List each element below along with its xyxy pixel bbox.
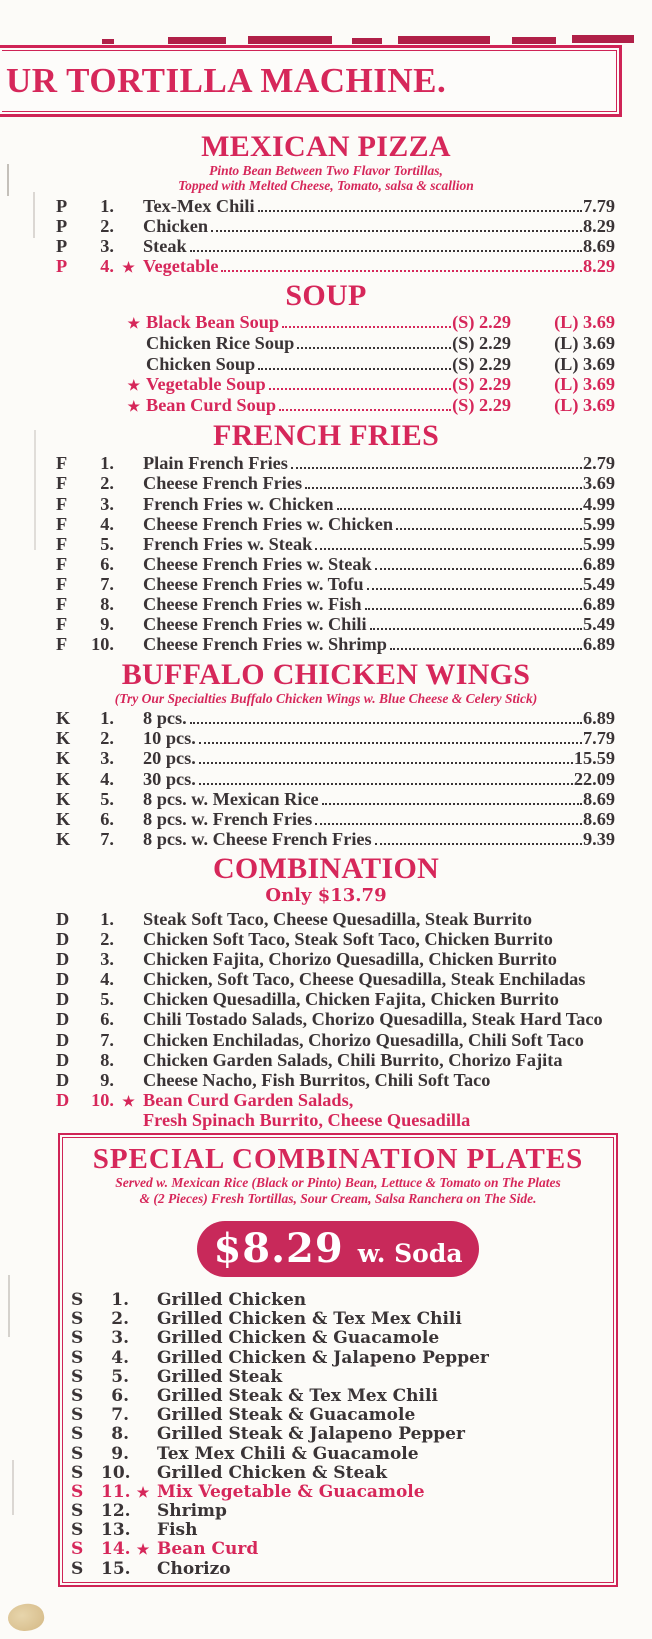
item-number: 3. (100, 949, 114, 970)
section-title: BUFFALO CHICKEN WINGS (121, 658, 531, 692)
banner-title: UR TORTILLA MACHINE. (6, 61, 447, 100)
menu-item-row (0, 256, 652, 276)
item-number: 1. (111, 1290, 129, 1310)
item-code: D (56, 1009, 70, 1030)
dotted-leader (258, 210, 582, 212)
menu-item-row (63, 1463, 613, 1482)
menu-item-row (0, 769, 652, 789)
menu-item-row (0, 236, 652, 256)
item-code: D (56, 1069, 70, 1090)
star-icon: ★ (127, 379, 140, 395)
item-number: 6. (100, 1009, 114, 1030)
item-number: 8. (100, 594, 114, 614)
item-name: Chorizo (157, 1558, 231, 1579)
item-name: 8 pcs. w. Mexican Rice (143, 788, 319, 809)
item-code: S (71, 1405, 84, 1426)
item-code: F (56, 533, 68, 554)
item-name: 8 pcs. w. French Fries (143, 808, 313, 829)
item-name: Chicken Soft Taco, Steak Soft Taco, Chicken Burrito (143, 929, 553, 950)
menu-item-row (63, 1328, 613, 1347)
item-number: 9. (100, 614, 114, 635)
item-number: 3. (111, 1328, 129, 1349)
item-code: D (56, 1089, 70, 1110)
dotted-leader (305, 487, 582, 489)
item-name: Chicken Fajita, Chorizo Quesadilla, Chicken Burrito (143, 949, 557, 970)
item-price-large: (L) 3.69 (554, 332, 615, 353)
tortilla-machine-banner (0, 45, 622, 117)
item-price: 7.79 (583, 728, 615, 749)
menu-item-row (0, 728, 652, 748)
section-item-list (0, 312, 652, 415)
item-code: P (56, 216, 68, 237)
menu-item-row (0, 614, 652, 634)
dotted-leader (365, 608, 583, 610)
item-code: S (71, 1290, 84, 1310)
item-number: 5. (100, 989, 114, 1010)
item-name: Steak Soft Taco, Cheese Quesadilla, Steak Burrito (143, 908, 533, 929)
section-subtitle-line2: Topped with Melted Cheese, Tomato, salsa & scallion (178, 178, 474, 193)
item-price: 8.29 (583, 216, 615, 237)
badge-price: $8.29 (213, 1225, 344, 1272)
item-number: 5. (111, 1366, 129, 1387)
item-code: S (71, 1539, 84, 1560)
item-price: 6.89 (583, 708, 615, 729)
item-name: French Fries w. Steak (143, 533, 313, 554)
item-code: D (56, 1029, 70, 1050)
item-name: Bean Curd (157, 1539, 259, 1560)
menu-item-row (0, 1030, 652, 1050)
item-price-small: (S) 2.29 (452, 312, 511, 333)
item-name: Bean Curd Soup (146, 394, 277, 415)
menu-item-row (0, 473, 652, 493)
item-price: 7.79 (583, 196, 615, 216)
dotted-leader (258, 368, 451, 370)
dotted-leader (211, 230, 582, 232)
menu-item-row (0, 514, 652, 534)
section-item-list (0, 453, 652, 654)
item-price: 15.59 (573, 748, 615, 769)
menu-item-row (0, 1009, 652, 1029)
item-name: 30 pcs. (143, 768, 196, 789)
menu-item-row (0, 949, 652, 969)
item-number: 3. (100, 748, 114, 769)
special-inner-border (62, 1137, 614, 1583)
menu-item-row (0, 634, 652, 654)
dotted-leader (282, 326, 451, 328)
dotted-leader (375, 843, 582, 845)
item-number: 7. (100, 573, 114, 594)
menu-item-row (0, 574, 652, 594)
item-name: Grilled Chicken & Jalapeno Pepper (157, 1347, 489, 1368)
item-number: 6. (111, 1385, 129, 1406)
item-code: K (56, 708, 71, 729)
item-number: 6. (100, 553, 114, 574)
item-code: F (56, 573, 68, 594)
menu-item-row (63, 1539, 613, 1558)
item-code: F (56, 553, 68, 574)
item-name: French Fries w. Chicken (143, 493, 334, 514)
item-name: Cheese French Fries w. Chicken (143, 513, 393, 534)
section-item-list (0, 708, 652, 849)
item-name: Chicken, Soft Taco, Cheese Quesadilla, Steak Enchiladas (143, 969, 586, 990)
menu-item-row (0, 554, 652, 574)
item-name: Chicken Rice Soup (146, 332, 295, 353)
menu-item-row (0, 333, 652, 354)
item-code: K (56, 828, 71, 849)
item-price-small: (S) 2.29 (452, 353, 511, 374)
item-price: 8.29 (583, 256, 615, 277)
item-code: S (71, 1520, 84, 1541)
item-name: Cheese French Fries w. Shrimp (143, 634, 387, 655)
item-name: Grilled Chicken & Tex Mex Chili (157, 1309, 462, 1330)
item-code: D (56, 1049, 70, 1070)
menu-item-row (63, 1501, 613, 1520)
item-number: 1. (100, 708, 114, 729)
menu-item-row (0, 1070, 652, 1090)
dotted-leader (297, 347, 451, 349)
dotted-leader (315, 548, 582, 550)
special-combination-box (58, 1133, 618, 1587)
menu-item-row (0, 374, 652, 395)
item-name: Grilled Chicken & Steak (157, 1462, 388, 1483)
menu-item-row (0, 929, 652, 949)
banner-inner-border (2, 50, 617, 112)
item-code: D (56, 949, 70, 970)
item-price: 5.49 (583, 614, 615, 635)
item-code: S (71, 1462, 84, 1483)
item-number: 2. (100, 728, 114, 749)
item-code: K (56, 728, 71, 749)
item-name: Cheese French Fries w. Tofu (143, 573, 364, 594)
item-name: Grilled Steak & Guacamole (157, 1405, 416, 1426)
item-price-small: (S) 2.29 (452, 374, 511, 395)
menu-item-row (0, 196, 652, 216)
menu-item-row (0, 594, 652, 614)
menu-item-row (63, 1348, 613, 1367)
menu-item-row (0, 1090, 652, 1110)
section-pizza (0, 131, 652, 276)
special-subtitle-line1: Served w. Mexican Rice (Black or Pinto) Bean, Lettuce & Tomato on The Plates (115, 1175, 561, 1190)
badge-suffix: w. Soda (357, 1238, 463, 1268)
dotted-leader (279, 409, 451, 411)
item-number: 3. (100, 236, 114, 257)
item-price-small: (S) 2.29 (452, 332, 511, 353)
dotted-leader (190, 722, 582, 724)
dotted-leader (390, 648, 582, 650)
item-code: F (56, 513, 68, 534)
item-code: S (71, 1385, 84, 1406)
section-subtitle-line1: Pinto Bean Between Two Flavor Tortillas, (209, 163, 443, 178)
item-code: F (56, 634, 68, 655)
item-number: 4. (100, 513, 114, 534)
item-number: 11. (101, 1481, 131, 1502)
menu-item-row (63, 1424, 613, 1443)
menu-item-row (0, 534, 652, 554)
item-code: S (71, 1443, 84, 1464)
dotted-leader (199, 783, 573, 785)
dotted-leader (337, 508, 582, 510)
item-name: Fish (157, 1520, 198, 1541)
item-code: S (71, 1328, 84, 1349)
item-number: 2. (100, 929, 114, 950)
item-name: Steak (143, 236, 187, 257)
section-item-list (0, 196, 652, 276)
item-name: Cheese Nacho, Fish Burritos, Chili Soft Taco (143, 1069, 491, 1090)
star-icon: ★ (127, 317, 140, 333)
item-number: 10. (101, 1462, 131, 1483)
item-price-large: (L) 3.69 (554, 374, 615, 395)
special-subtitle-line2: & (2 Pieces) Fresh Tortillas, Sour Cream, Salsa Ranchera on The Side. (139, 1190, 537, 1206)
item-number: 9. (100, 1069, 114, 1090)
item-name: 8 pcs. w. Cheese French Fries (143, 828, 372, 849)
item-price: 8.69 (583, 808, 615, 829)
item-code: F (56, 594, 68, 614)
section-title: FRENCH FRIES (212, 419, 440, 453)
item-name: Chicken (143, 216, 209, 237)
item-name: Chicken Quesadilla, Chicken Fajita, Chicken Burrito (143, 989, 559, 1010)
item-code: S (71, 1501, 84, 1522)
item-name: 10 pcs. (143, 728, 196, 749)
dotted-leader (396, 528, 582, 530)
section-subtitle-line1: (Try Our Specialties Buffalo Chicken Wings w. Blue Cheese & Celery Stick) (114, 691, 538, 707)
menu-item-row (0, 354, 652, 375)
star-icon: ★ (136, 1484, 150, 1501)
section-title: SOUP (285, 279, 367, 313)
item-code: F (56, 473, 68, 494)
section-price-note: Only $13.79 (265, 884, 387, 906)
item-number: 8. (111, 1424, 129, 1445)
menu-item-row (0, 909, 652, 929)
item-name: Grilled Steak & Tex Mex Chili (157, 1385, 438, 1406)
item-price: 3.69 (583, 473, 615, 494)
star-icon: ★ (122, 1094, 135, 1110)
section-fries (0, 420, 652, 654)
item-code: D (56, 969, 70, 990)
star-icon: ★ (122, 261, 135, 277)
menu-item-row (63, 1386, 613, 1405)
item-number: 4. (100, 768, 114, 789)
item-price: 4.99 (583, 493, 615, 514)
item-number: 4. (100, 256, 114, 277)
item-code: K (56, 808, 71, 829)
item-number: 4. (100, 969, 114, 990)
item-name: Mix Vegetable & Guacamole (157, 1481, 425, 1502)
item-number: 7. (100, 1029, 114, 1050)
item-name: Grilled Chicken & Guacamole (157, 1328, 440, 1349)
menu-item-row (0, 708, 652, 728)
item-code: S (71, 1558, 84, 1579)
item-price: 9.39 (583, 828, 615, 849)
item-name: Bean Curd Garden Salads, (143, 1089, 354, 1110)
star-icon: ★ (136, 1542, 150, 1559)
item-number: 14. (101, 1539, 131, 1560)
item-code: F (56, 493, 68, 514)
item-name: Grilled Steak (157, 1366, 283, 1387)
special-item-list (63, 1290, 613, 1578)
dotted-leader (190, 250, 582, 252)
item-number: 8. (100, 1049, 114, 1070)
item-code: K (56, 768, 71, 789)
item-price: 2.79 (583, 453, 615, 474)
section-soup (0, 280, 652, 415)
item-name: Cheese French Fries w. Steak (143, 553, 372, 574)
item-name: Chicken Soup (146, 353, 256, 374)
menu-item-row (0, 748, 652, 768)
item-name: Cheese French Fries w. Chili (143, 614, 367, 635)
item-number: 9. (111, 1443, 129, 1464)
item-number: 12. (101, 1501, 131, 1522)
menu-item-row (0, 809, 652, 829)
item-name: Plain French Fries (143, 453, 288, 474)
menu-item-row (63, 1559, 613, 1578)
menu-item-row (63, 1309, 613, 1328)
item-number: 1. (100, 908, 114, 929)
item-number: 7. (100, 828, 114, 849)
paper-smudge (6, 1601, 47, 1635)
item-name: Vegetable (143, 256, 219, 277)
item-price: 8.69 (583, 788, 615, 809)
item-price: 22.09 (573, 768, 615, 789)
item-price: 5.49 (583, 573, 615, 594)
price-badge (197, 1221, 479, 1277)
menu-item-row (0, 312, 652, 333)
item-price-small: (S) 2.29 (452, 394, 511, 415)
dotted-leader (315, 823, 582, 825)
item-code: S (71, 1309, 84, 1330)
item-price: 5.99 (583, 533, 615, 554)
item-name: Chili Tostado Salads, Chorizo Quesadilla, Steak Hard Taco (143, 1009, 603, 1030)
menu-item-row (0, 789, 652, 809)
item-name-line2: Fresh Spinach Burrito, Cheese Quesadilla (143, 1109, 471, 1130)
item-code: S (71, 1481, 84, 1502)
item-number: 1. (100, 453, 114, 474)
menu-item-row-continuation (0, 1110, 652, 1130)
item-price: 6.89 (583, 594, 615, 614)
item-price-large: (L) 3.69 (554, 394, 615, 415)
item-code: D (56, 929, 70, 950)
item-code: D (56, 908, 70, 929)
menu-item-row (63, 1405, 613, 1424)
item-price: 5.99 (583, 513, 615, 534)
item-name: Tex-Mex Chili (143, 196, 255, 216)
item-name: Shrimp (157, 1501, 227, 1522)
item-code: D (56, 989, 70, 1010)
item-code: S (71, 1366, 84, 1387)
item-price: 6.89 (583, 634, 615, 655)
item-number: 5. (100, 788, 114, 809)
menu-item-row (0, 395, 652, 416)
menu-item-row (63, 1290, 613, 1309)
menu-item-row (63, 1444, 613, 1463)
item-name: Grilled Chicken (157, 1290, 307, 1310)
item-number: 5. (100, 533, 114, 554)
item-price-large: (L) 3.69 (554, 312, 615, 333)
section-title: COMBINATION (212, 851, 440, 885)
dotted-leader (221, 270, 582, 272)
item-number: 3. (100, 493, 114, 514)
item-number: 4. (111, 1347, 129, 1368)
menu-item-row (0, 216, 652, 236)
menu-item-row (0, 1050, 652, 1070)
item-number: 2. (111, 1309, 129, 1330)
menu-item-row (63, 1520, 613, 1539)
item-code: P (56, 236, 68, 257)
item-code: P (56, 196, 68, 216)
item-number: 10. (91, 634, 114, 655)
menu-item-row (0, 989, 652, 1009)
item-code: K (56, 748, 71, 769)
item-name: Black Bean Soup (146, 312, 280, 333)
section-title: MEXICAN PIZZA (201, 130, 451, 163)
item-name: 8 pcs. (143, 708, 187, 729)
item-name: Tex Mex Chili & Guacamole (157, 1443, 419, 1464)
item-number: 2. (100, 216, 114, 237)
item-number: 13. (101, 1520, 131, 1541)
item-code: P (56, 256, 68, 277)
item-number: 1. (100, 196, 114, 216)
item-name: Vegetable Soup (146, 374, 266, 395)
item-price: 6.89 (583, 553, 615, 574)
item-name: Grilled Steak & Jalapeno Pepper (157, 1424, 465, 1445)
item-number: 10. (91, 1089, 114, 1110)
item-name: Cheese French Fries w. Fish (143, 594, 362, 614)
section-wings (0, 659, 652, 849)
item-number: 15. (101, 1558, 131, 1579)
menu-item-row (0, 494, 652, 514)
item-name: 20 pcs. (143, 748, 196, 769)
section-item-list (0, 909, 652, 1130)
star-icon: ★ (127, 399, 140, 415)
section-combo (0, 853, 652, 1130)
item-code: F (56, 453, 68, 474)
dotted-leader (322, 803, 582, 805)
menu-item-row (0, 969, 652, 989)
item-code: S (71, 1347, 84, 1368)
item-number: 6. (100, 808, 114, 829)
menu-item-row (63, 1367, 613, 1386)
item-price-large: (L) 3.69 (554, 353, 615, 374)
dotted-leader (370, 628, 582, 630)
dotted-leader (199, 762, 573, 764)
dotted-leader (269, 388, 451, 390)
menu-item-row (0, 829, 652, 849)
item-number: 2. (100, 473, 114, 494)
dotted-leader (291, 467, 582, 469)
dotted-leader (199, 742, 582, 744)
item-name: Cheese French Fries (143, 473, 303, 494)
dotted-leader (367, 588, 582, 590)
dotted-leader (375, 568, 582, 570)
item-name: Chicken Enchiladas, Chorizo Quesadilla, Chili Soft Taco (143, 1029, 584, 1050)
item-code: F (56, 614, 68, 635)
item-name: Chicken Garden Salads, Chili Burrito, Chorizo Fajita (143, 1049, 563, 1070)
menu-item-row (63, 1482, 613, 1501)
menu-item-row (0, 453, 652, 473)
special-title: SPECIAL COMBINATION PLATES (92, 1143, 584, 1175)
item-code: S (71, 1424, 84, 1445)
item-number: 7. (111, 1405, 129, 1426)
item-price: 8.69 (583, 236, 615, 257)
item-code: K (56, 788, 71, 809)
menu-sections (0, 119, 652, 1130)
